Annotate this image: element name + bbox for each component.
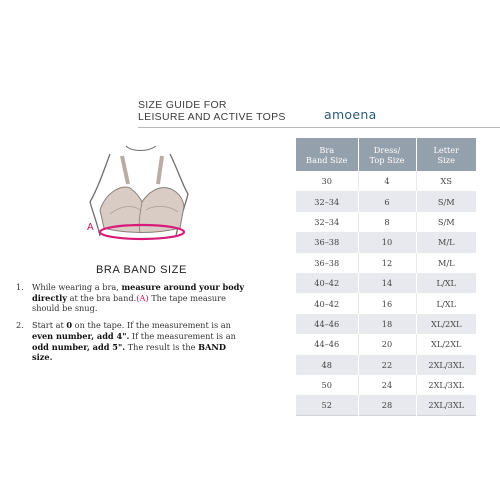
table-cell: S/M — [416, 191, 476, 211]
table-cell: 8 — [358, 212, 416, 232]
table-cell: 40–42 — [296, 293, 358, 313]
step-text: If the measurement is an — [129, 330, 236, 341]
table-cell: 2XL/3XL — [416, 355, 476, 375]
table-row — [296, 314, 476, 334]
table-cell: 12 — [358, 253, 416, 273]
table-cell: 2XL/3XL — [416, 375, 476, 395]
table-row — [296, 253, 476, 273]
step-emphasis: 0 — [66, 320, 73, 331]
table-cell: 4 — [358, 171, 416, 191]
table-cell: L/XL — [416, 293, 476, 313]
table-row — [296, 293, 476, 313]
header-text: Band Size — [306, 154, 348, 165]
step-text: on the tape. If the measurement is an — [72, 320, 231, 331]
table-cell: 44–46 — [296, 334, 358, 354]
step-text: While wearing a bra, — [32, 282, 122, 292]
step-emphasis: even number, add 4". — [32, 330, 130, 341]
table-cell: 48 — [296, 355, 358, 375]
table-cell: 20 — [358, 334, 416, 354]
table-cell: 16 — [358, 293, 416, 313]
brand-logo: amoena — [324, 107, 377, 122]
header-text: Size — [437, 154, 455, 165]
size-table — [296, 138, 476, 416]
table-cell: L/XL — [416, 273, 476, 293]
column-header-bra-band — [296, 138, 358, 171]
table-cell: XL/2XL — [416, 334, 476, 354]
step-emphasis: odd number, add 5". — [32, 341, 126, 352]
table-row — [296, 355, 476, 375]
column-header-letter-size — [416, 138, 476, 171]
table-cell: 36–38 — [296, 232, 358, 252]
table-cell: 32–34 — [296, 191, 358, 211]
table-cell: 14 — [358, 273, 416, 293]
table-cell: 36–38 — [296, 253, 358, 273]
table-cell: 32–34 — [296, 212, 358, 232]
table-cell: 24 — [358, 375, 416, 395]
table-cell: 50 — [296, 375, 358, 395]
column-header-dress-size — [358, 138, 416, 171]
table-cell: M/L — [416, 253, 476, 273]
instruction-step — [16, 282, 248, 314]
table-cell: 30 — [296, 171, 358, 191]
table-cell: 6 — [358, 191, 416, 211]
table-cell: 18 — [358, 314, 416, 334]
instructions-list — [16, 282, 248, 369]
step-emphasis: measure around your body directly — [32, 282, 245, 303]
table-cell: 28 — [358, 395, 416, 415]
table-cell: 22 — [358, 355, 416, 375]
step-number: 1. — [16, 282, 24, 292]
table-cell: 44–46 — [296, 314, 358, 334]
table-cell: 40–42 — [296, 273, 358, 293]
header-text: Dress/ — [373, 144, 401, 155]
step-text: at the bra band. — [67, 292, 137, 303]
step-text: The tape measure should be snug. — [32, 292, 226, 314]
table-row — [296, 191, 476, 211]
table-cell: 2XL/3XL — [416, 395, 476, 415]
table-cell: 10 — [358, 232, 416, 252]
table-cell: XL/2XL — [416, 314, 476, 334]
guide-title — [138, 99, 286, 123]
guide-title-line2: LEISURE AND ACTIVE TOPS — [138, 111, 286, 123]
bra-figure-icon — [70, 140, 210, 260]
table-body — [296, 171, 476, 416]
header-text: Bra — [319, 144, 335, 155]
step-text: Start at — [32, 320, 67, 331]
step-text: The result is the — [125, 341, 199, 352]
guide-title-line1: SIZE GUIDE FOR — [138, 99, 227, 111]
header-text: Top Size — [369, 154, 405, 165]
header-divider — [138, 127, 500, 128]
table-row — [296, 171, 476, 191]
table-row — [296, 273, 476, 293]
table-header-row — [296, 138, 476, 171]
table-row — [296, 375, 476, 395]
measurement-marker-a: A — [87, 222, 94, 233]
section-title: BRA BAND SIZE — [96, 264, 187, 276]
table-cell: S/M — [416, 212, 476, 232]
instruction-step — [16, 320, 248, 363]
table-row — [296, 334, 476, 354]
step-emphasis: BAND size. — [32, 341, 226, 363]
table-cell: 52 — [296, 395, 358, 415]
step-reference: (A) — [136, 292, 149, 303]
step-number: 2. — [16, 320, 24, 331]
table-row — [296, 212, 476, 232]
table-cell: XS — [416, 171, 476, 191]
header-text: Letter — [433, 144, 460, 155]
table-cell: M/L — [416, 232, 476, 252]
table-row — [296, 232, 476, 252]
table-row — [296, 395, 476, 415]
